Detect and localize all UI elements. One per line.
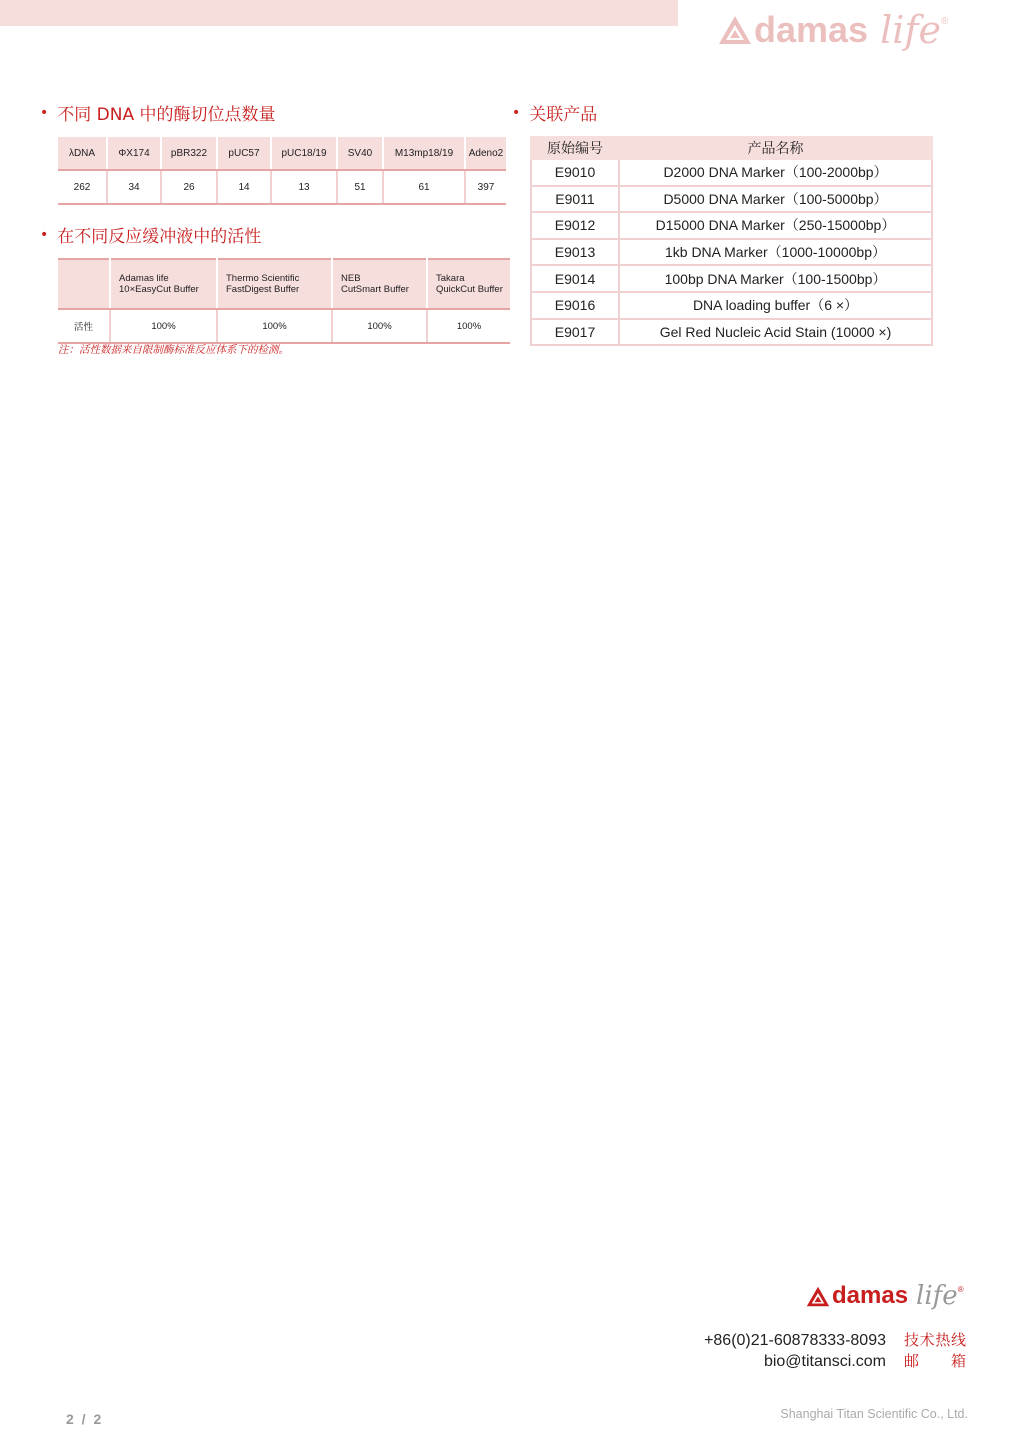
activity-note: 注：活性数据来自限制酶标准反应体系下的检测。 — [58, 344, 289, 356]
table-header-cell: pBR322 — [161, 137, 217, 170]
product-code: E9016 — [531, 292, 619, 319]
section-title-text: 关联产品 — [529, 105, 598, 125]
buffer-name: 10×EasyCut Buffer — [119, 284, 199, 295]
logo-script: life — [916, 1281, 958, 1311]
logo-wordmark: damas — [754, 9, 869, 50]
contact-block — [680, 1330, 966, 1372]
buffer-name: QuickCut Buffer — [436, 284, 503, 295]
buffer-brand: Takara — [436, 273, 465, 284]
table-cell: 61 — [383, 170, 465, 204]
table-header-cell: M13mp18/19 — [383, 137, 465, 170]
brand-logo-bottom — [806, 1281, 964, 1311]
table-cell: 100% — [427, 309, 510, 343]
table-row — [531, 265, 932, 292]
table-cell: 100% — [332, 309, 427, 343]
buffer-name: CutSmart Buffer — [341, 284, 409, 295]
contact-email-row — [680, 1351, 966, 1372]
top-header-band — [0, 0, 678, 26]
logo-wordmark: damas — [832, 1282, 909, 1309]
section-title-cut-sites — [40, 100, 276, 125]
email-address[interactable]: bio@titansci.com — [763, 1353, 886, 1370]
table-header-row — [58, 259, 510, 309]
buffer-activity-table — [58, 258, 510, 344]
table-header-cell: pUC18/19 — [271, 137, 337, 170]
product-name: D5000 DNA Marker（100-5000bp） — [619, 186, 932, 213]
table-header-cell: Adeno2 — [465, 137, 506, 170]
logo-triangle-icon — [806, 1286, 830, 1307]
table-header-cell: 产品名称 — [619, 137, 932, 159]
table-header-cell-empty — [58, 259, 110, 309]
product-code: E9014 — [531, 265, 619, 292]
section-title-text: 不同 DNA 中的酶切位点数量 — [57, 105, 276, 125]
buffer-brand: Thermo Scientific — [226, 273, 300, 284]
page-number: 2 / 2 — [66, 1411, 104, 1427]
table-header-cell — [217, 259, 332, 309]
company-name: Shanghai Titan Scientific Co., Ltd. — [780, 1407, 968, 1421]
bullet-icon: • — [40, 104, 49, 121]
product-name: Gel Red Nucleic Acid Stain (10000 ×) — [619, 319, 932, 346]
table-header-row — [531, 137, 932, 159]
email-label: 邮 箱 — [904, 1352, 966, 1370]
buffer-brand: NEB — [341, 273, 361, 284]
product-name: D15000 DNA Marker（250-15000bp） — [619, 212, 932, 239]
product-code: E9017 — [531, 319, 619, 346]
product-code: E9011 — [531, 186, 619, 213]
table-header-cell — [427, 259, 510, 309]
table-header-cell: 原始编号 — [531, 137, 619, 159]
table-row — [58, 170, 506, 204]
table-header-cell: λDNA — [58, 137, 107, 170]
product-code: E9010 — [531, 159, 619, 186]
table-header-row — [58, 137, 506, 170]
related-products-table — [530, 136, 933, 346]
product-code: E9013 — [531, 239, 619, 266]
product-name: DNA loading buffer（6 ×） — [619, 292, 932, 319]
table-cell: 13 — [271, 170, 337, 204]
table-cell: 397 — [465, 170, 506, 204]
table-cell: 34 — [107, 170, 161, 204]
section-title-activity — [40, 222, 261, 247]
table-header-cell: ΦX174 — [107, 137, 161, 170]
brand-logo-top — [718, 8, 948, 52]
bullet-icon: • — [40, 226, 49, 243]
buffer-name: FastDigest Buffer — [226, 284, 300, 295]
product-name: D2000 DNA Marker（100-2000bp） — [619, 159, 932, 186]
product-name: 100bp DNA Marker（100-1500bp） — [619, 265, 932, 292]
table-row — [531, 212, 932, 239]
product-code: E9012 — [531, 212, 619, 239]
table-row — [531, 239, 932, 266]
table-row — [531, 159, 932, 186]
logo-registered-mark: ® — [940, 16, 949, 27]
table-cell: 100% — [110, 309, 217, 343]
table-header-cell: pUC57 — [217, 137, 271, 170]
phone-label: 技术热线 — [904, 1331, 966, 1349]
logo-registered-mark: ® — [957, 1285, 964, 1294]
product-name: 1kb DNA Marker（1000-10000bp） — [619, 239, 932, 266]
section-title-related — [512, 100, 597, 125]
logo-triangle-icon — [718, 15, 752, 45]
table-cell: 51 — [337, 170, 383, 204]
table-header-cell — [110, 259, 217, 309]
table-row — [58, 309, 510, 343]
section-title-text: 在不同反应缓冲液中的活性 — [57, 227, 262, 247]
table-cell: 100% — [217, 309, 332, 343]
table-row — [531, 186, 932, 213]
cut-sites-table — [58, 137, 506, 205]
table-row — [531, 292, 932, 319]
table-header-cell — [332, 259, 427, 309]
buffer-brand: Adamas life — [119, 273, 169, 284]
row-label: 活性 — [58, 309, 110, 343]
table-row — [531, 319, 932, 346]
contact-phone-row — [680, 1330, 966, 1351]
table-header-cell: SV40 — [337, 137, 383, 170]
phone-number[interactable]: +86(0)21-60878333-8093 — [704, 1332, 886, 1349]
bullet-icon: • — [512, 104, 521, 121]
logo-script: life — [880, 8, 941, 52]
table-cell: 262 — [58, 170, 107, 204]
table-cell: 26 — [161, 170, 217, 204]
table-cell: 14 — [217, 170, 271, 204]
